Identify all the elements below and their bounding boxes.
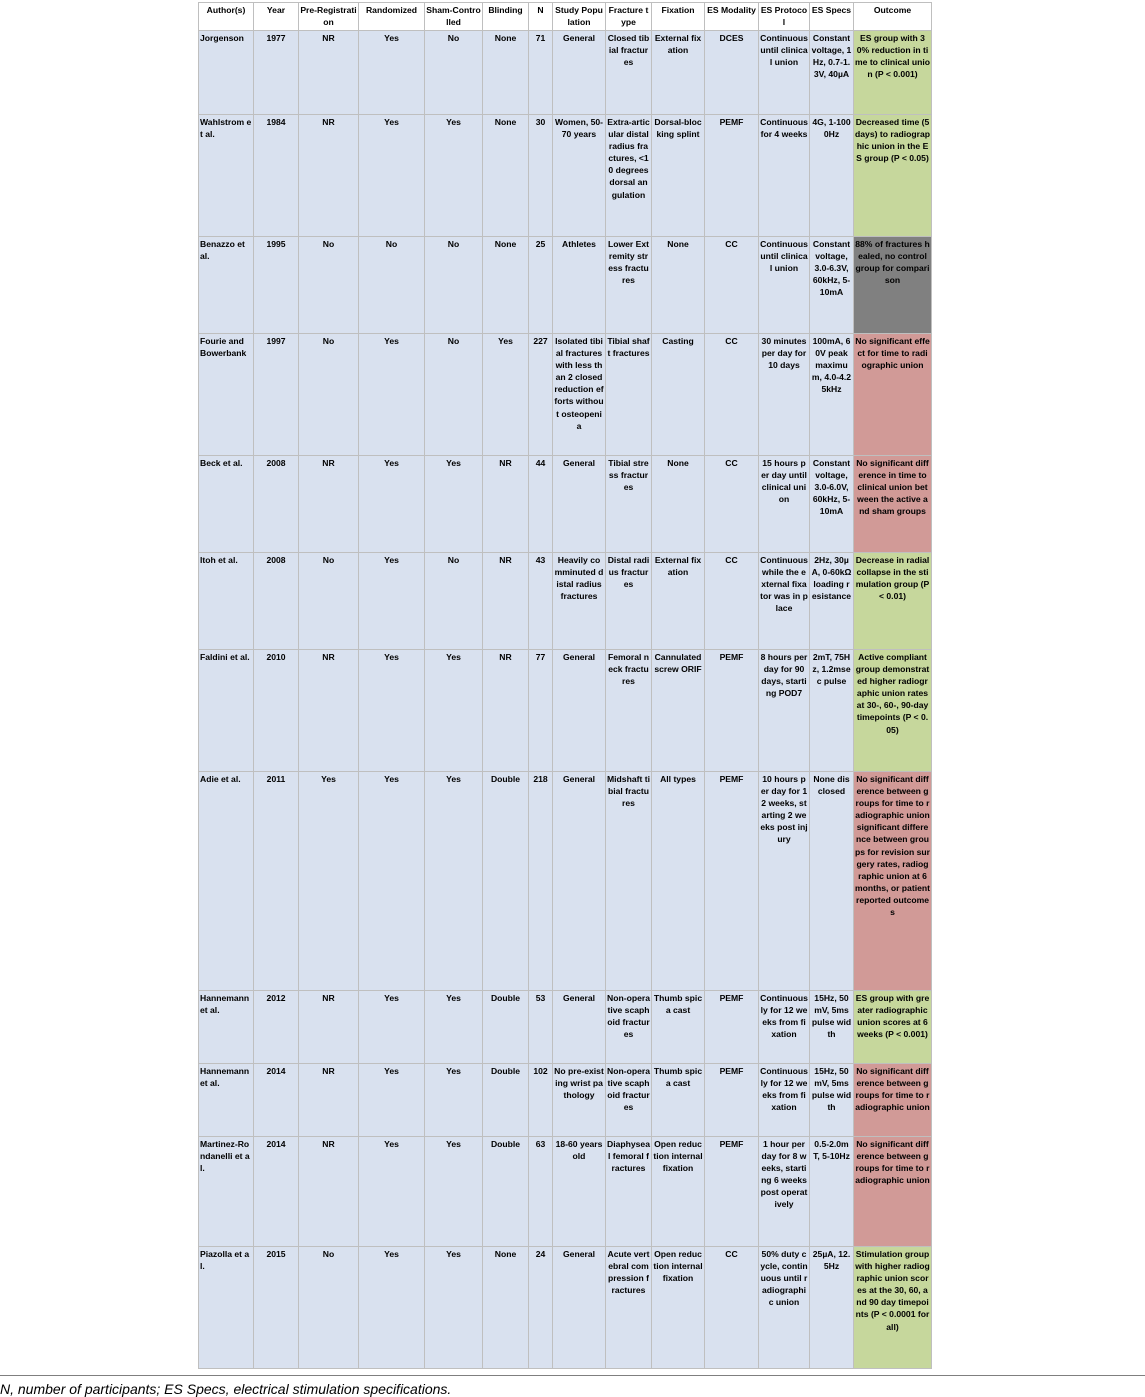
study-population-cell: General [553,31,606,115]
es-protocol-cell: 50% duty cycle, continuous until radiographic union [759,1247,810,1369]
author-cell: Adie et al. [199,772,254,991]
table-body [199,31,932,1369]
study-population-cell: No pre-existing wrist pathology [553,1064,606,1137]
es-modality-cell: PEMF [705,1064,759,1137]
fixation-cell: Casting [652,334,705,456]
randomized-cell: Yes [359,1247,425,1369]
sham-controlled-cell: Yes [425,115,483,237]
outcome-cell: ES group with 30% reduction in time to clinical union (P < 0.001) [854,31,932,115]
es-protocol-cell: 1 hour per day for 8 weeks, starting 6 weeks post operatively [759,1137,810,1247]
preregistration-cell: NR [299,115,359,237]
es-specs-cell: 100mA, 60V peak maximum, 4.0-4.25kHz [810,334,854,456]
n-cell: 63 [529,1137,553,1247]
fracture-type-cell: Lower Extremity stress fractures [606,237,652,334]
year-cell: 1997 [254,334,299,456]
fracture-type-cell: Midshaft tibial fractures [606,772,652,991]
outcome-cell: No significant difference between groups for time to radiographic union [854,1137,932,1247]
table-row [199,1247,932,1369]
n-cell: 25 [529,237,553,334]
fixation-cell: Thumb spica cast [652,1064,705,1137]
preregistration-cell: NR [299,456,359,553]
preregistration-cell: NR [299,31,359,115]
author-cell: Beck et al. [199,456,254,553]
fixation-cell: None [652,456,705,553]
study-population-cell: General [553,650,606,772]
study-population-cell: General [553,991,606,1064]
fracture-type-cell: Non-operative scaphoid fractures [606,1064,652,1137]
author-cell: Wahlstrom et al. [199,115,254,237]
randomized-cell: Yes [359,772,425,991]
preregistration-cell: No [299,334,359,456]
footnote-divider [0,1375,1145,1376]
es-protocol-cell: 30 minutes per day for 10 days [759,334,810,456]
es-specs-cell: 2mT, 75Hz, 1.2msec pulse [810,650,854,772]
n-cell: 227 [529,334,553,456]
year-cell: 2014 [254,1137,299,1247]
study-population-cell: 18-60 years old [553,1137,606,1247]
table-row [199,115,932,237]
study-population-cell: Isolated tibial fractures with less than 2 closed reduction efforts without osteopenia [553,334,606,456]
sham-controlled-cell: Yes [425,1247,483,1369]
randomized-cell: Yes [359,1137,425,1247]
es-protocol-cell: Continuous while the external fixator was in place [759,553,810,650]
fixation-cell: External fixation [652,553,705,650]
es-specs-cell: 15Hz, 50mV, 5ms pulse width [810,991,854,1064]
es-specs-cell: 2Hz, 30µA, 0-60kΩ loading resistance [810,553,854,650]
column-header: ES Specs [810,3,854,31]
sham-controlled-cell: Yes [425,650,483,772]
study-population-cell: General [553,456,606,553]
year-cell: 1977 [254,31,299,115]
es-modality-cell: PEMF [705,650,759,772]
column-header: Randomized [359,3,425,31]
study-population-cell: Athletes [553,237,606,334]
es-specs-cell: 0.5-2.0mT, 5-10Hz [810,1137,854,1247]
author-cell: Benazzo et al. [199,237,254,334]
randomized-cell: Yes [359,31,425,115]
fracture-type-cell: Femoral neck fractures [606,650,652,772]
table-row [199,237,932,334]
outcome-cell: No significant effect for time to radiographic union [854,334,932,456]
year-cell: 2008 [254,553,299,650]
study-population-cell: General [553,772,606,991]
header-row [199,3,932,31]
author-cell: Jorgenson [199,31,254,115]
sham-controlled-cell: No [425,334,483,456]
n-cell: 44 [529,456,553,553]
year-cell: 2008 [254,456,299,553]
fracture-type-cell: Distal radius fractures [606,553,652,650]
table-row [199,1064,932,1137]
footnote: N, number of participants; ES Specs, electrical stimulation specifications. [0,1381,452,1397]
column-header: Blinding [483,3,529,31]
author-cell: Faldini et al. [199,650,254,772]
es-protocol-cell: Continuously for 12 weeks from fixation [759,991,810,1064]
fracture-type-cell: Extra-articular distal radius fractures, <10 degrees dorsal angulation [606,115,652,237]
blinding-cell: NR [483,456,529,553]
es-modality-cell: PEMF [705,772,759,991]
blinding-cell: Double [483,772,529,991]
preregistration-cell: NR [299,991,359,1064]
fixation-cell: Thumb spica cast [652,991,705,1064]
randomized-cell: Yes [359,991,425,1064]
n-cell: 71 [529,31,553,115]
fixation-cell: None [652,237,705,334]
n-cell: 218 [529,772,553,991]
column-header: Fixation [652,3,705,31]
randomized-cell: Yes [359,334,425,456]
column-header: Year [254,3,299,31]
randomized-cell: Yes [359,1064,425,1137]
table-row [199,991,932,1064]
outcome-cell: ES group with greater radiographic union scores at 6 weeks (P < 0.001) [854,991,932,1064]
author-cell: Hannemann et al. [199,1064,254,1137]
sham-controlled-cell: No [425,553,483,650]
n-cell: 30 [529,115,553,237]
n-cell: 53 [529,991,553,1064]
column-header: Fracture type [606,3,652,31]
table-row [199,772,932,991]
year-cell: 2012 [254,991,299,1064]
fixation-cell: Dorsal-blocking splint [652,115,705,237]
blinding-cell: None [483,31,529,115]
blinding-cell: None [483,237,529,334]
randomized-cell: Yes [359,456,425,553]
outcome-cell: Decreased time (5 days) to radiographic union in the ES group (P < 0.05) [854,115,932,237]
table-row [199,31,932,115]
blinding-cell: Yes [483,334,529,456]
fracture-type-cell: Diaphyseal femoral fractures [606,1137,652,1247]
table-row [199,1137,932,1247]
blinding-cell: NR [483,650,529,772]
fixation-cell: Open reduction internal fixation [652,1247,705,1369]
es-specs-cell: Constant voltage, 1Hz, 0.7-1.3V, 40µA [810,31,854,115]
es-specs-cell: 25µA, 12.5Hz [810,1247,854,1369]
blinding-cell: Double [483,1064,529,1137]
sham-controlled-cell: Yes [425,1137,483,1247]
fixation-cell: External fixation [652,31,705,115]
year-cell: 2010 [254,650,299,772]
randomized-cell: Yes [359,115,425,237]
es-modality-cell: CC [705,237,759,334]
es-modality-cell: CC [705,553,759,650]
es-modality-cell: PEMF [705,991,759,1064]
es-modality-cell: CC [705,456,759,553]
es-protocol-cell: Continuous until clinical union [759,237,810,334]
es-modality-cell: DCES [705,31,759,115]
n-cell: 77 [529,650,553,772]
year-cell: 2011 [254,772,299,991]
es-protocol-cell: Continuously for 12 weeks from fixation [759,1064,810,1137]
randomized-cell: Yes [359,650,425,772]
n-cell: 24 [529,1247,553,1369]
study-population-cell: Heavily comminuted distal radius fractures [553,553,606,650]
table-row [199,650,932,772]
preregistration-cell: No [299,1247,359,1369]
year-cell: 1984 [254,115,299,237]
author-cell: Fourie and Bowerbank [199,334,254,456]
randomized-cell: No [359,237,425,334]
table-row [199,334,932,456]
randomized-cell: Yes [359,553,425,650]
column-header: N [529,3,553,31]
outcome-cell: Stimulation group with higher radiographic union scores at the 30, 60, and 90 day timepoints (P < 0.0001 for all) [854,1247,932,1369]
es-modality-cell: CC [705,1247,759,1369]
column-header: ES Protocol [759,3,810,31]
es-protocol-cell: 15 hours per day until clinical union [759,456,810,553]
fracture-type-cell: Tibial shaft fractures [606,334,652,456]
n-cell: 43 [529,553,553,650]
study-population-cell: General [553,1247,606,1369]
column-header: Outcome [854,3,932,31]
fracture-type-cell: Non-operative scaphoid fractures [606,991,652,1064]
sham-controlled-cell: Yes [425,1064,483,1137]
es-protocol-cell: Continuous for 4 weeks [759,115,810,237]
author-cell: Itoh et al. [199,553,254,650]
outcome-cell: No significant difference between groups for time to radiographic union [854,1064,932,1137]
table-row [199,456,932,553]
fracture-type-cell: Acute vertebral compression fractures [606,1247,652,1369]
blinding-cell: Double [483,1137,529,1247]
blinding-cell: Double [483,991,529,1064]
outcome-cell: Decrease in radial collapse in the stimulation group (P < 0.01) [854,553,932,650]
blinding-cell: NR [483,553,529,650]
es-modality-cell: CC [705,334,759,456]
fixation-cell: All types [652,772,705,991]
fixation-cell: Cannulated screw ORIF [652,650,705,772]
blinding-cell: None [483,115,529,237]
es-specs-cell: 15Hz, 50mV, 5ms pulse width [810,1064,854,1137]
es-specs-cell: Constant voltage, 3.0-6.0V, 60kHz, 5-10mA [810,456,854,553]
preregistration-cell: No [299,553,359,650]
year-cell: 1995 [254,237,299,334]
year-cell: 2014 [254,1064,299,1137]
sham-controlled-cell: No [425,31,483,115]
sham-controlled-cell: Yes [425,772,483,991]
author-cell: Piazolla et al. [199,1247,254,1369]
fracture-type-cell: Closed tibial fractures [606,31,652,115]
es-modality-cell: PEMF [705,1137,759,1247]
preregistration-cell: No [299,237,359,334]
outcome-cell: No significant difference in time to clinical union between the active and sham groups [854,456,932,553]
sham-controlled-cell: No [425,237,483,334]
es-protocol-cell: 10 hours per day for 12 weeks, starting 2 weeks post injury [759,772,810,991]
preregistration-cell: NR [299,1137,359,1247]
es-modality-cell: PEMF [705,115,759,237]
year-cell: 2015 [254,1247,299,1369]
column-header: ES Modality [705,3,759,31]
fixation-cell: Open reduction internal fixation [652,1137,705,1247]
preregistration-cell: Yes [299,772,359,991]
es-protocol-cell: Continuous until clinical union [759,31,810,115]
es-specs-cell: None disclosed [810,772,854,991]
preregistration-cell: NR [299,650,359,772]
author-cell: Martinez-Rondanelli et al. [199,1137,254,1247]
study-population-cell: Women, 50-70 years [553,115,606,237]
column-header: Study Population [553,3,606,31]
es-protocol-cell: 8 hours per day for 90 days, starting POD7 [759,650,810,772]
blinding-cell: None [483,1247,529,1369]
es-specs-cell: Constant voltage, 3.0-6.3V, 60kHz, 5-10mA [810,237,854,334]
column-header: Author(s) [199,3,254,31]
studies-table [198,2,932,1369]
sham-controlled-cell: Yes [425,991,483,1064]
n-cell: 102 [529,1064,553,1137]
outcome-cell: Active compliant group demonstrated higher radiographic union rates at 30-, 60-, 90-day timepoints (P < 0.05) [854,650,932,772]
column-header: Sham-Controlled [425,3,483,31]
es-specs-cell: 4G, 1-1000Hz [810,115,854,237]
preregistration-cell: NR [299,1064,359,1137]
fracture-type-cell: Tibial stress fractures [606,456,652,553]
outcome-cell: No significant difference between groups for time to radiographic union significant difference between groups for revision surgery rates, radiographic union at 6 months, or patient reported outcomes [854,772,932,991]
table-row [199,553,932,650]
outcome-cell: 88% of fractures healed, no control group for comparison [854,237,932,334]
sham-controlled-cell: Yes [425,456,483,553]
author-cell: Hannemann et al. [199,991,254,1064]
column-header: Pre-Registration [299,3,359,31]
